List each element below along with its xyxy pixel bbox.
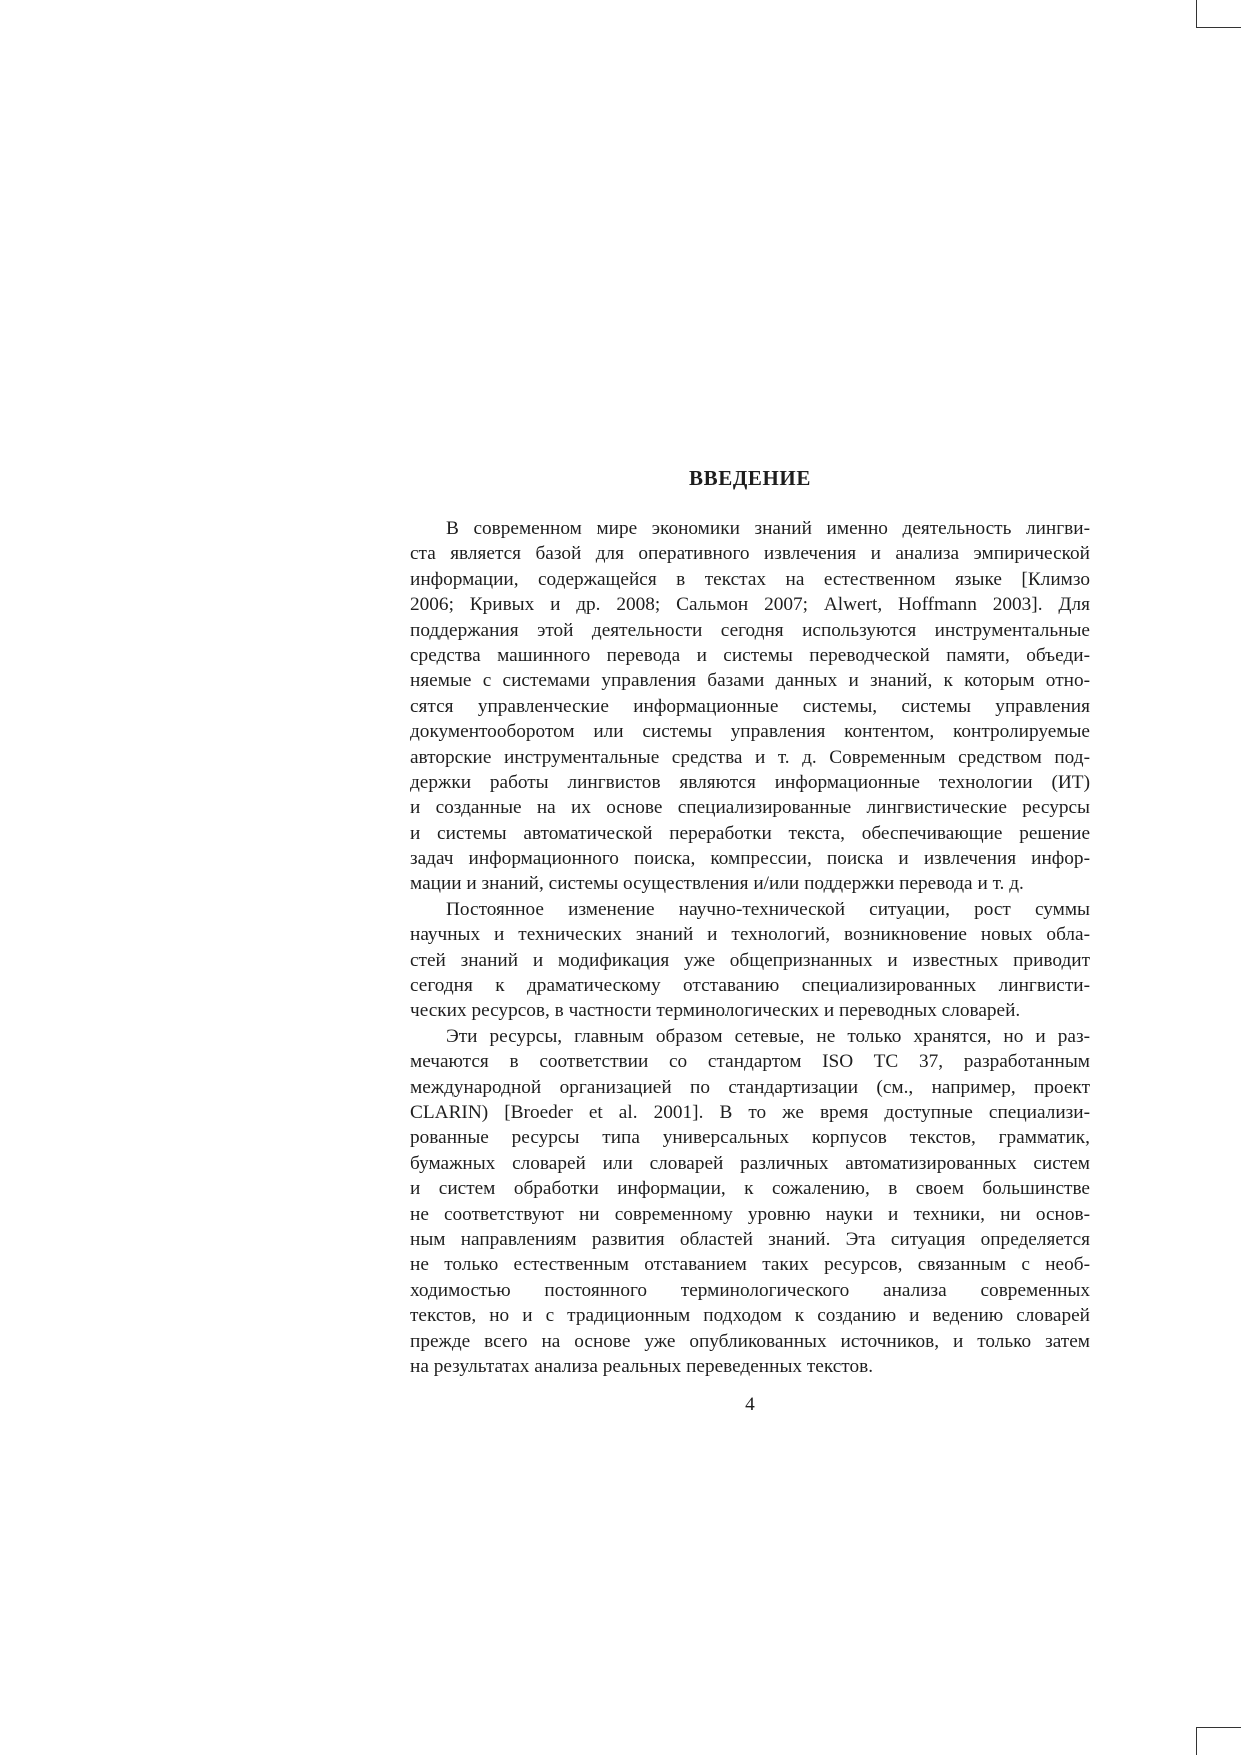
text-line: средства машинного перевода и системы переводческой памяти, объеди- [410,644,1090,666]
text-line: и систем обработки информации, к сожалению, в своем большинстве [410,1178,1090,1200]
text-line: сегодня к драматическому отставанию специализированных лингвисти- [410,975,1090,997]
text-line: не соответствуют ни современному уровню науки и техники, ни основ- [410,1203,1090,1225]
text-line: стей знаний и модификация уже общепризнанных и известных приводит [410,949,1090,971]
text-line: ным направлениям развития областей знаний. Эта ситуация определяется [410,1228,1090,1250]
paragraph-2 [410,897,1090,1024]
text-line: Эти ресурсы, главным образом сетевые, не только хранятся, но и раз- [446,1025,1090,1047]
text-line: ческих ресурсов, в частности терминологических и переводных словарей. [410,1000,1021,1022]
text-line: сятся управленческие информационные системы, системы управления [410,695,1090,717]
crop-mark-bottom-horizontal [1196,1727,1241,1728]
crop-mark-top-horizontal [1196,27,1241,28]
text-line: и созданные на их основе специализированные лингвистические ресурсы [410,797,1090,819]
text-line: прежде всего на основе уже опубликованных источников, и только затем [410,1330,1090,1352]
page-number: 4 [745,1394,755,1415]
body-text [410,516,1090,1379]
text-line: поддержания этой деятельности сегодня используются инструментальные [410,619,1090,641]
text-line: няемые с системами управления базами данных и знаний, к которым отно- [410,670,1090,692]
text-line: ходимостью постоянного терминологического анализа современных [410,1279,1090,1301]
paragraph-1 [410,516,1090,897]
text-line: на результатах анализа реальных переведенных текстов. [410,1355,874,1377]
text-line: научных и технических знаний и технологий, возникновение новых обла- [410,924,1090,946]
text-line: рованные ресурсы типа универсальных корпусов текстов, грамматик, [410,1127,1090,1149]
text-line: мечаются в соответствии со стандартом ISO TC 37, разработанным [410,1051,1090,1073]
text-line: CLARIN) [Broeder et al. 2001]. В то же время доступные специализи- [410,1101,1090,1123]
text-line: международной организацией по стандартизации (см., например, проект [410,1076,1090,1098]
text-line: авторские инструментальные средства и т. д. Современным средством под- [410,746,1090,768]
crop-mark-bottom-vertical [1196,1727,1197,1755]
text-line: документооборотом или системы управления контентом, контролируемые [410,721,1090,743]
text-line: 2006; Кривых и др. 2008; Сальмон 2007; Alwert, Hoffmann 2003]. Для [410,594,1090,616]
text-line: бумажных словарей или словарей различных автоматизированных систем [410,1152,1090,1174]
text-line: информации, содержащейся в текстах на естественном языке [Климзо [410,568,1090,590]
text-line: текстов, но и с традиционным подходом к созданию и ведению словарей [410,1305,1090,1327]
text-line: задач информационного поиска, компрессии, поиска и извлечения инфор- [410,848,1090,870]
text-line: Постоянное изменение научно-технической ситуации, рост суммы [446,898,1090,920]
text-line: не только естественным отставанием таких ресурсов, связанным с необ- [410,1254,1090,1276]
text-line: держки работы лингвистов являются информационные технологии (ИТ) [410,771,1090,793]
text-line: ста является базой для оперативного извлечения и анализа эмпирической [410,543,1090,565]
crop-mark-top-vertical [1196,0,1197,28]
paragraph-3 [410,1024,1090,1379]
text-line: В современном мире экономики знаний именно деятельность лингви- [446,518,1090,539]
text-line: и системы автоматической переработки текста, обеспечивающие решение [410,822,1090,844]
text-line: мации и знаний, системы осуществления и/или поддержки перевода и т. д. [410,873,1024,895]
page-heading: ВВЕДЕНИЕ [689,466,811,490]
